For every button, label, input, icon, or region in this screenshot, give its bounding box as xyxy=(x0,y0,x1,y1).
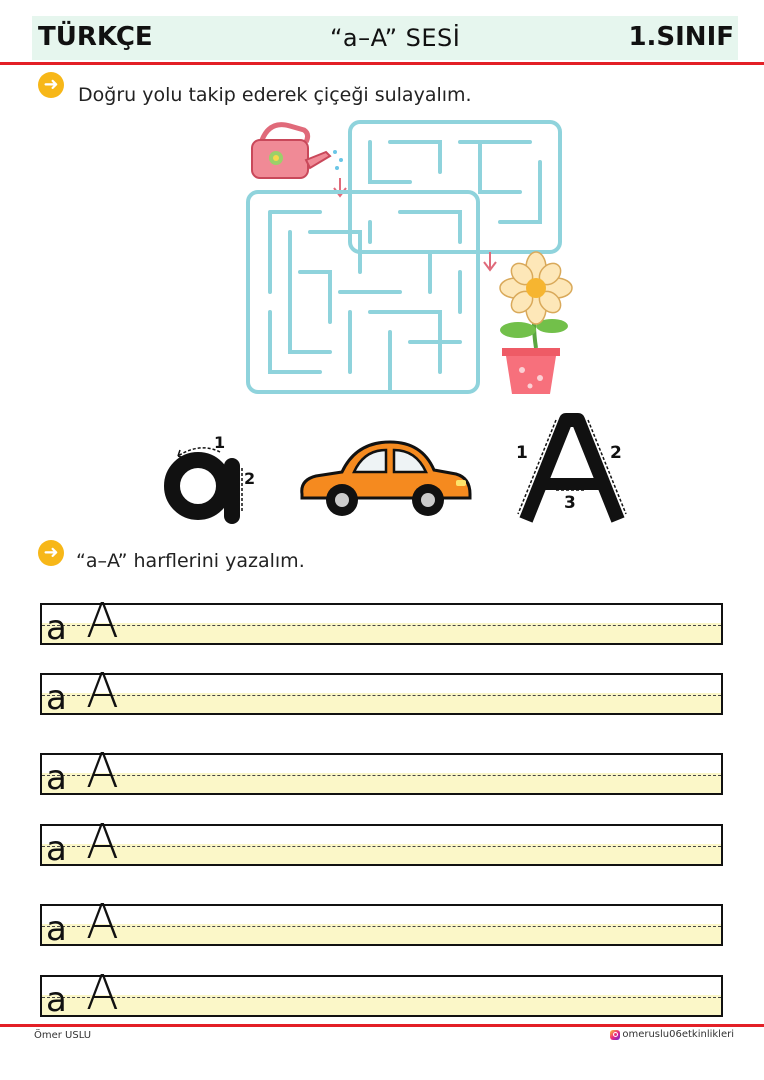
row-lowercase-a: a xyxy=(46,909,67,949)
instagram-handle-text: omeruslu06etkinlikleri xyxy=(622,1029,734,1040)
writing-instruction: “a–A” harflerini yazalım. xyxy=(76,550,305,572)
dashed-midline xyxy=(42,997,721,998)
maze-illustration xyxy=(240,112,580,402)
uppercase-a-stroke-guide xyxy=(512,410,632,528)
lowercase-a-stroke-guide xyxy=(160,428,260,528)
writing-row[interactable] xyxy=(40,593,723,649)
stroke-label-2: 2 xyxy=(610,443,622,463)
maze-instruction: Doğru yolu takip ederek çiçeği sulayalım. xyxy=(78,84,472,106)
arrow-right-icon: ➜ xyxy=(38,540,64,566)
row-uppercase-a: A xyxy=(86,814,119,870)
stroke-label-2: 2 xyxy=(244,469,256,488)
instagram-handle[interactable] xyxy=(610,1029,734,1040)
instagram-icon xyxy=(610,1030,620,1040)
row-uppercase-a: A xyxy=(86,965,119,1021)
row-lowercase-a: a xyxy=(46,829,67,869)
row-lowercase-a: a xyxy=(46,678,67,718)
row-lowercase-a: a xyxy=(46,980,67,1020)
dashed-midline xyxy=(42,775,721,776)
author-name: Ömer USLU xyxy=(34,1030,92,1041)
row-lowercase-a: a xyxy=(46,608,67,648)
watering-can-icon xyxy=(252,125,343,178)
dashed-midline xyxy=(42,926,721,927)
flower-pot-icon xyxy=(500,252,572,394)
writing-row[interactable] xyxy=(40,965,723,1021)
stroke-label-1: 1 xyxy=(214,433,226,452)
writing-row[interactable] xyxy=(40,814,723,870)
row-uppercase-a: A xyxy=(86,593,119,649)
row-uppercase-a: A xyxy=(86,663,119,719)
stroke-label-1: 1 xyxy=(516,443,528,463)
row-uppercase-a: A xyxy=(86,743,119,799)
row-uppercase-a: A xyxy=(86,894,119,950)
stroke-label-3: 3 xyxy=(564,493,576,513)
grade-label: 1.SINIF xyxy=(628,22,734,52)
dashed-midline xyxy=(42,695,721,696)
writing-row[interactable] xyxy=(40,663,723,719)
row-lowercase-a: a xyxy=(46,758,67,798)
header-divider xyxy=(0,62,764,65)
writing-row[interactable] xyxy=(40,894,723,950)
topic-title: “a–A” SESİ xyxy=(330,24,461,52)
maze-exit-arrow xyxy=(484,252,496,270)
subject-title: TÜRKÇE xyxy=(38,22,153,52)
footer-divider xyxy=(0,1024,764,1027)
arrow-right-icon: ➜ xyxy=(38,72,64,98)
dashed-midline xyxy=(42,625,721,626)
dashed-midline xyxy=(42,846,721,847)
car-icon xyxy=(294,434,474,524)
writing-row[interactable] xyxy=(40,743,723,799)
